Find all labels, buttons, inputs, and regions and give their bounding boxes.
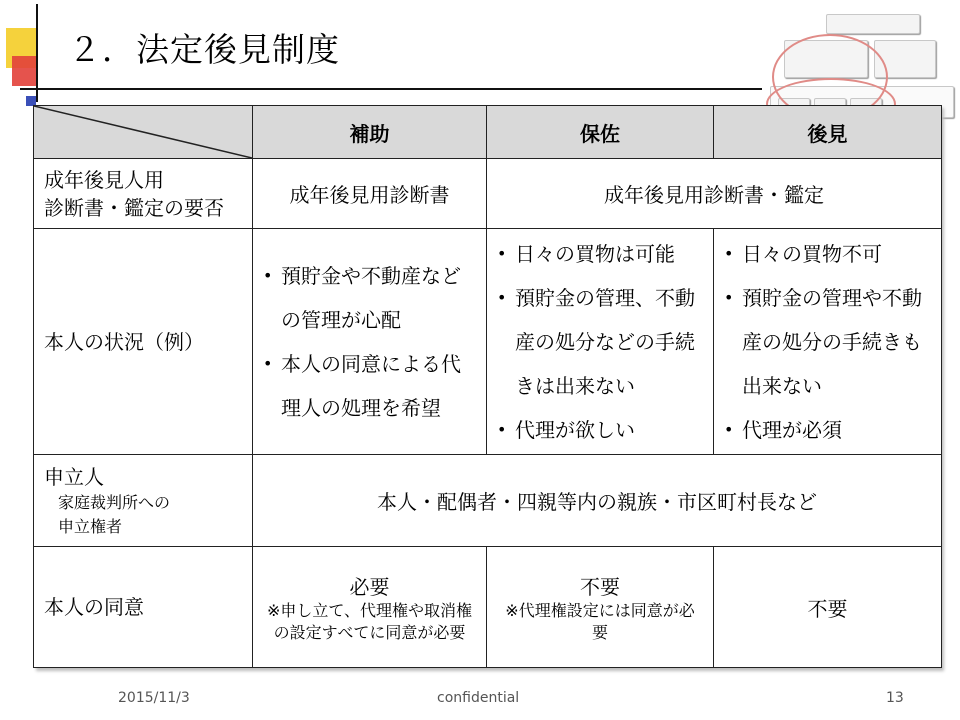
bullet-item: • 日々の買物は可能: [495, 232, 707, 276]
row-label-situation: 本人の状況（例）: [34, 229, 253, 455]
bullet-item: • 預貯金の管理、不動産の処分などの手続きは出来ない: [495, 276, 707, 408]
row-label-consent: 本人の同意: [34, 547, 253, 668]
bullet-item: • 預貯金の管理や不動産の処分の手続きも出来ない: [722, 276, 935, 408]
cell-diagnosis-hosa-kouken: 成年後見用診断書・鑑定: [487, 159, 942, 229]
bullet-item: • 代理が必須: [722, 408, 935, 452]
guardianship-table: [33, 105, 941, 668]
bullet-list-hojo: [253, 254, 486, 430]
table-header-row: [34, 106, 942, 159]
thumb-box: [826, 14, 920, 34]
header-hosa: 保佐: [487, 106, 714, 159]
overview-diagram-thumbnail: [766, 8, 956, 120]
row-label-sub: 申立権者: [58, 516, 123, 536]
row-label-line: 成年後見人用: [44, 167, 164, 192]
consent-note-text: ※代理権設定には同意が必要: [505, 600, 695, 642]
cell-petitioner-all: 本人・配偶者・四親等内の親族・市区町村長など: [253, 455, 942, 547]
cell-consent-hojo: [253, 547, 487, 668]
consent-note-text: ※申し立て、代理権や取消権の設定すべてに同意が必要: [266, 600, 473, 642]
consent-main-text: 必要: [349, 574, 390, 599]
footer-date: 2015/11/3: [118, 690, 190, 706]
bullet-list-hosa: [487, 232, 713, 452]
footer-page-number: 13: [886, 690, 904, 706]
row-label-diagnosis: [34, 159, 253, 229]
table-row-consent: [34, 547, 942, 668]
cell-diagnosis-hojo: 成年後見用診断書: [253, 159, 487, 229]
bullet-item: • 本人の同意による代理人の処理を希望: [261, 342, 480, 430]
row-label-petitioner: [34, 455, 253, 547]
table-row-situation: [34, 229, 942, 455]
cell-consent-hosa: [487, 547, 714, 668]
cell-situation-kouken: [714, 229, 942, 455]
bullet-list-kouken: [714, 232, 941, 452]
row-label-line: 診断書・鑑定の要否: [44, 195, 224, 220]
header-kouken: 後見: [714, 106, 942, 159]
row-label-main: 申立人: [44, 464, 104, 489]
row-label-sub: 家庭裁判所への: [58, 492, 171, 512]
consent-main-text: 不要: [580, 574, 620, 599]
table-row-petitioner: [34, 455, 942, 547]
table-row-diagnosis: [34, 159, 942, 229]
decor-square-red: [12, 56, 36, 86]
slide-title: ２．法定後見制度: [68, 30, 340, 69]
cell-situation-hosa: [487, 229, 714, 455]
cell-consent-kouken: 不要: [714, 547, 942, 668]
cell-situation-hojo: [253, 229, 487, 455]
header-hojo: 補助: [253, 106, 487, 159]
bullet-item: • 預貯金や不動産などの管理が心配: [261, 254, 480, 342]
bullet-item: • 代理が欲しい: [495, 408, 707, 452]
title-horizontal-rule: [20, 88, 762, 90]
header-diagonal-cell: [34, 106, 253, 159]
footer-confidential: confidential: [437, 690, 520, 706]
bullet-item: • 日々の買物不可: [722, 232, 935, 276]
